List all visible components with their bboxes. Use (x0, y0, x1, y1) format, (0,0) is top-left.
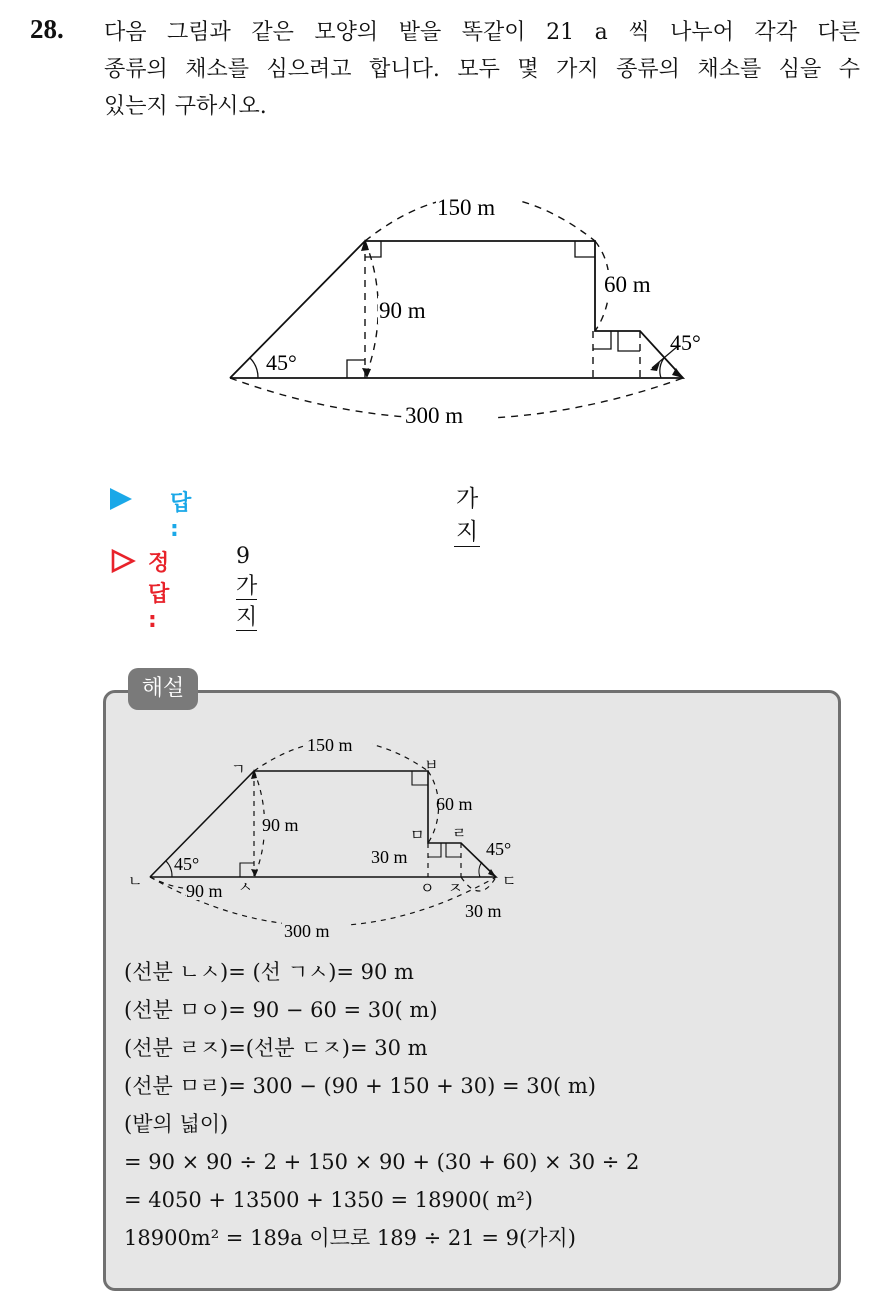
answer-label: 답 : (170, 491, 192, 542)
point-o: ㅇ (420, 881, 435, 897)
point-n: ㄴ (128, 874, 143, 890)
question-line-3: 있는지 구하시오. (104, 94, 267, 119)
point-m: ㅁ (410, 828, 425, 844)
explanation-line-6: = 90 × 90 ÷ 2 + 150 × 90 + (30 + 60) × 30 ÷ 2 (124, 1150, 640, 1174)
top-length-label: 150 m (437, 195, 496, 220)
expl-right-angle: 45° (486, 839, 512, 859)
explanation-line-3: (선분 ㄹㅈ)=(선분 ㄷㅈ)= 30 m (124, 1036, 428, 1060)
explanation-line-2: (선분 ㅁㅇ)= 90 − 60 = 30( m) (124, 998, 438, 1022)
question-line-1: 다음 그림과 같은 모양의 밭을 똑같이 21 a 씩 나누어 각각 다른 (104, 20, 860, 45)
answer-unit[interactable]: 가지 (454, 480, 480, 547)
expl-height-label: 90 m (262, 815, 299, 835)
point-d: ㄷ (502, 874, 517, 890)
expl-top-label: 150 m (307, 735, 353, 755)
right-angle-label: 45° (670, 330, 701, 355)
explanation-line-7: = 4050 + 13500 + 1350 = 18900( m²) (124, 1188, 533, 1212)
point-b: ㅂ (424, 758, 439, 774)
left-angle-label: 45° (266, 350, 297, 375)
expl-bottom-label: 300 m (284, 921, 330, 941)
point-j: ㅈ (448, 881, 463, 897)
expl-mid-label: 30 m (371, 847, 408, 867)
right-height-label: 60 m (604, 272, 651, 297)
bottom-length-label: 300 m (405, 403, 464, 428)
point-s: ㅅ (238, 880, 253, 896)
point-r: ㄹ (452, 826, 467, 842)
explanation-text (124, 953, 639, 1257)
question-number: 28. (30, 14, 64, 44)
expl-right-height-label: 60 m (436, 794, 473, 814)
explanation-line-5: (밭의 넓이) (124, 1112, 229, 1136)
expl-left-seg-label: 90 m (186, 881, 223, 901)
question-line-2: 종류의 채소를 심으려고 합니다. 모두 몇 가지 종류의 채소를 심을 수 (104, 57, 860, 82)
correct-answer-label: 정답 : (148, 551, 170, 633)
expl-right-seg-label: 30 m (465, 901, 502, 921)
explanation-line-8: 18900m² = 189a 이므로 189 ÷ 21 = 9(가지) (124, 1226, 576, 1250)
expl-left-angle: 45° (174, 854, 200, 874)
explanation-line-4: (선분 ㅁㄹ)= 300 − (90 + 150 + 30) = 30( m) (124, 1074, 596, 1098)
explanation-line-1: (선분 ㄴㅅ)= (선 ㄱㅅ)= 90 m (124, 960, 414, 984)
explanation-tab: 해설 (128, 668, 198, 710)
point-g: ㄱ (231, 762, 246, 778)
correct-answer-value: 9가지 (236, 544, 258, 630)
height-label: 90 m (379, 298, 426, 323)
